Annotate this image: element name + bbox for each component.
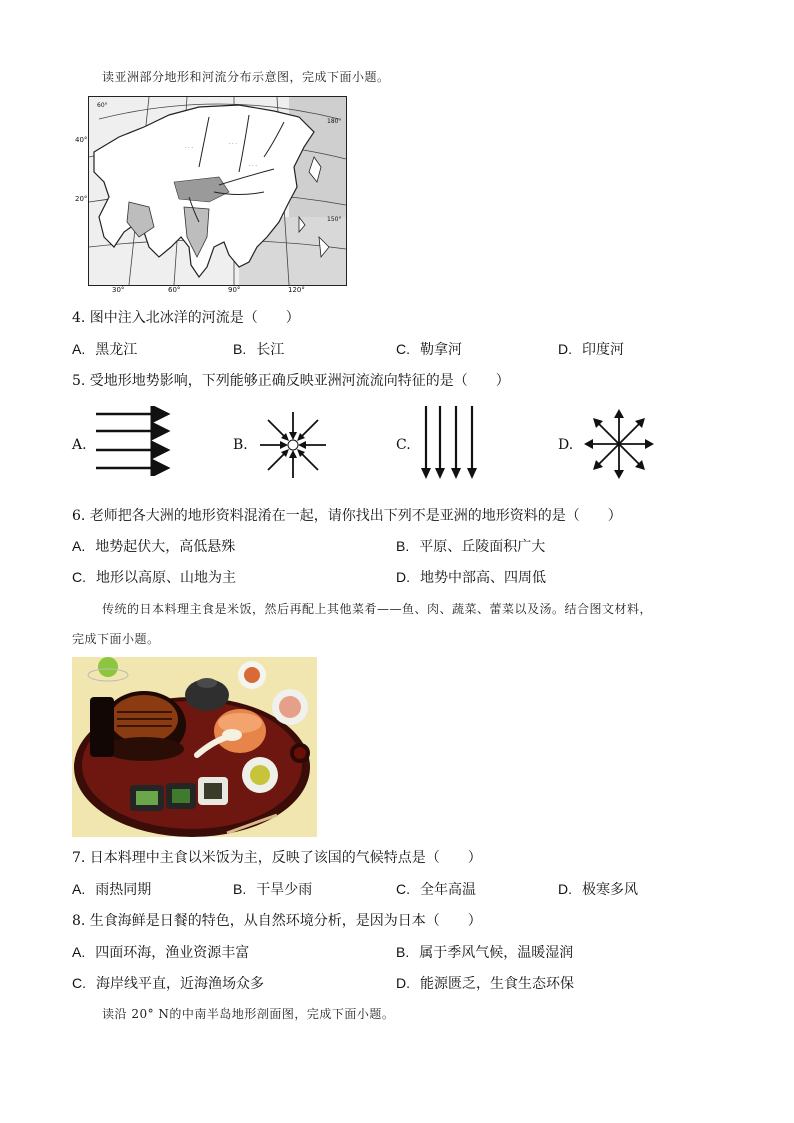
asia-map-figure xyxy=(88,96,347,286)
q5-option-c-letter[interactable]: C. xyxy=(396,437,411,453)
question-6: 6. 老师把各大洲的地形资料混淆在一起，请你找出下列不是亚洲的地形资料的是（ ） xyxy=(72,508,622,524)
q6-option-c[interactable]: C. 地形以高原、山地为主 xyxy=(72,569,236,586)
map-lon-bottom-30: 30° xyxy=(112,286,125,294)
map-lon-label: 180° xyxy=(327,118,342,125)
intro-japanese-food-cont: 完成下面小题。 xyxy=(72,632,160,646)
q6-option-b[interactable]: B. 平原、丘陵面积广大 xyxy=(396,538,546,555)
question-7: 7. 日本料理中主食以米饭为主，反映了该国的气候特点是（ ） xyxy=(72,850,482,866)
q6-option-a[interactable]: A. 地势起伏大，高低悬殊 xyxy=(72,538,236,555)
map-lat-label xyxy=(89,144,90,151)
q7-option-d[interactable]: D. 极寒多风 xyxy=(558,881,638,898)
q7-option-c[interactable]: C. 全年高温 xyxy=(396,881,476,898)
q7-option-b[interactable]: B. 干旱少雨 xyxy=(233,881,313,898)
intro-profile: 读沿 20° N的中南半岛地形剖面图，完成下面小题。 xyxy=(102,1007,395,1021)
q4-option-c[interactable]: C. 勒拿河 xyxy=(396,341,462,358)
down-arrows-icon[interactable] xyxy=(418,404,480,480)
q7-option-a[interactable]: A. 雨热同期 xyxy=(72,881,152,898)
map-lon-bottom-90: 90° xyxy=(228,286,241,294)
q4-option-b[interactable]: B. 长江 xyxy=(233,341,285,358)
q5-option-b-letter[interactable]: B. xyxy=(233,437,248,453)
q8-option-d[interactable]: D. 能源匮乏，生食生态环保 xyxy=(396,975,574,992)
question-4: 4. 图中注入北冰洋的河流是（ ） xyxy=(72,310,300,326)
map-lat-label-40: 40° xyxy=(75,136,88,144)
question-8: 8. 生食海鲜是日餐的特色，从自然环境分析，是因为日本（ ） xyxy=(72,913,482,929)
intro-japanese-food: 传统的日本料理主食是米饭，然后再配上其他菜肴——鱼、肉、蔬菜、蕾菜以及汤。结合图文材料， xyxy=(102,602,653,616)
map-lon-bottom-120: 120° xyxy=(288,286,305,294)
q8-option-c[interactable]: C. 海岸线平直，近海渔场众多 xyxy=(72,975,264,992)
map-lat-label xyxy=(89,200,90,207)
q8-option-b[interactable]: B. 属于季风气候，温暖湿润 xyxy=(396,944,574,961)
q5-option-a-letter[interactable]: A. xyxy=(72,437,87,453)
q4-option-a[interactable]: A. 黑龙江 xyxy=(72,341,138,358)
asia-map xyxy=(89,97,346,285)
q5-option-d-letter[interactable]: D. xyxy=(558,437,574,453)
svg-text:· · ·: · · · xyxy=(249,163,257,169)
q8-option-a[interactable]: A. 四面环海，渔业资源丰富 xyxy=(72,944,250,961)
q4-option-d[interactable]: D. 印度河 xyxy=(558,341,624,358)
map-lon-label: 150° xyxy=(327,216,342,223)
japanese-meal-photo xyxy=(72,657,317,837)
map-lon-bottom-60: 60° xyxy=(168,286,181,294)
svg-text:· · ·: · · · xyxy=(185,145,193,151)
svg-text:· · ·: · · · xyxy=(229,141,237,147)
intro-map: 读亚洲部分地形和河流分布示意图，完成下面小题。 xyxy=(102,70,390,84)
inward-arrows-icon[interactable] xyxy=(258,410,328,480)
map-lon-label: 60° xyxy=(97,102,108,109)
question-5: 5. 受地形地势影响，下列能够正确反映亚洲河流流向特征的是（ ） xyxy=(72,373,510,389)
map-lat-label-20: 20° xyxy=(75,195,88,203)
q6-option-d[interactable]: D. 地势中部高、四周低 xyxy=(396,569,546,586)
outward-arrows-icon[interactable] xyxy=(584,408,654,480)
right-arrows-icon[interactable] xyxy=(94,406,174,476)
